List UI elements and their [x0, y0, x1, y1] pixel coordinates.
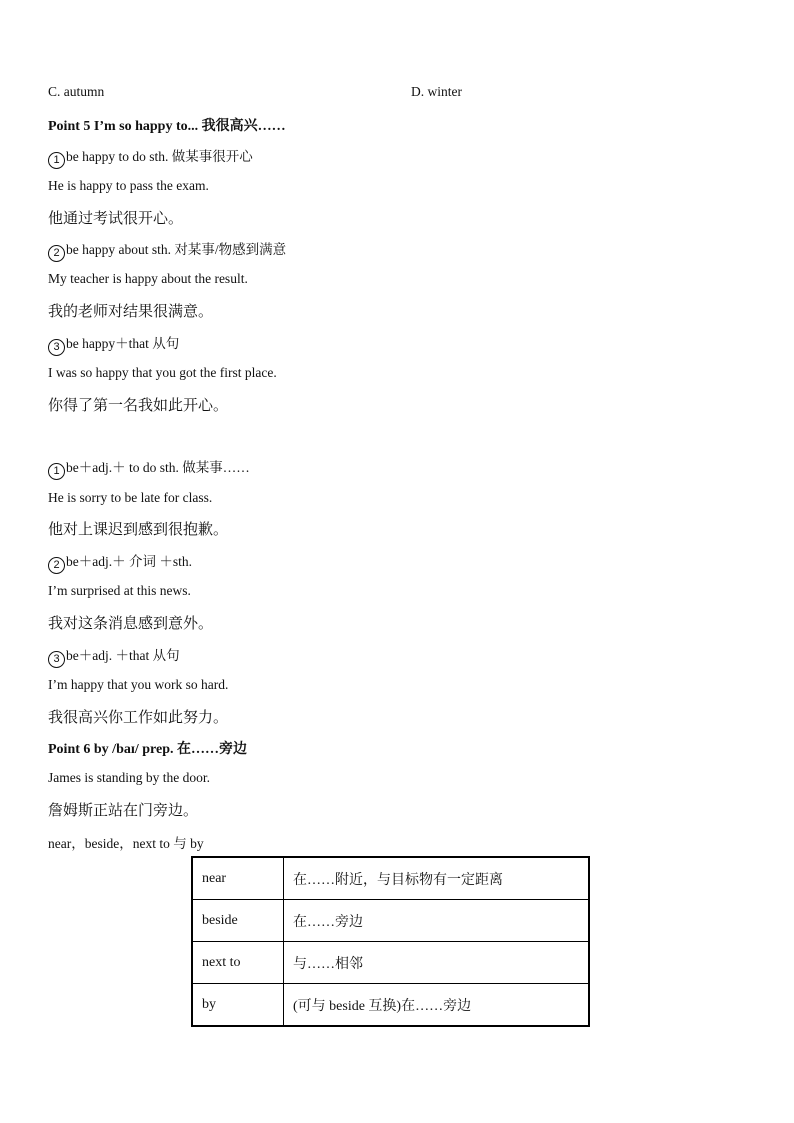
pattern-line — [48, 550, 192, 574]
example-cn: 你得了第一名我如此开心。 — [48, 398, 229, 414]
meaning-cell: 在……附近，与目标物有一定距离 — [284, 857, 590, 900]
circled-number: 1 — [48, 463, 65, 480]
table-row — [192, 942, 589, 984]
circled-number: 2 — [48, 245, 65, 262]
meaning-cell: (可与 beside 互换)在……旁边 — [284, 984, 590, 1027]
pattern-text: be＋adj.＋ to do sth. 做某事…… — [66, 460, 250, 475]
option-c: C. autumn — [48, 84, 105, 99]
pattern-line — [48, 332, 179, 356]
word-cell: by — [192, 984, 284, 1027]
table-row — [192, 900, 589, 942]
comparison-table — [191, 856, 590, 1027]
table-row — [192, 984, 589, 1027]
example-en: James is standing by the door. — [48, 770, 210, 785]
pattern-line — [48, 145, 253, 169]
example-en: I’m happy that you work so hard. — [48, 677, 229, 692]
meaning-cell: 与……相邻 — [284, 942, 590, 984]
circled-number: 3 — [48, 339, 65, 356]
example-cn: 我很高兴你工作如此努力。 — [48, 710, 229, 726]
pattern-line — [48, 644, 180, 668]
circled-number: 3 — [48, 651, 65, 668]
pattern-line — [48, 456, 250, 480]
circled-number: 2 — [48, 557, 65, 574]
meaning-cell: 在……旁边 — [284, 900, 590, 942]
example-en: He is happy to pass the exam. — [48, 178, 209, 193]
pattern-text: be happy＋that 从句 — [66, 336, 180, 351]
pattern-text: be happy about sth. 对某事/物感到满意 — [66, 242, 287, 257]
example-en: My teacher is happy about the result. — [48, 271, 248, 286]
word-cell: beside — [192, 900, 284, 942]
example-en: I’m surprised at this news. — [48, 583, 191, 598]
example-en: I was so happy that you got the first place. — [48, 365, 277, 380]
point5-heading: Point 5 I’m so happy to... 我很高兴…… — [48, 119, 286, 134]
compare-intro: near，beside，next to 与 by — [48, 836, 204, 851]
pattern-text: be＋adj.＋ 介词 ＋sth. — [66, 554, 192, 569]
example-cn: 他通过考试很开心。 — [48, 211, 184, 227]
pattern-text: be happy to do sth. 做某事很开心 — [66, 149, 253, 164]
example-en: He is sorry to be late for class. — [48, 490, 213, 505]
example-cn: 詹姆斯正站在门旁边。 — [48, 803, 199, 819]
pattern-line — [48, 238, 286, 262]
option-d: D. winter — [411, 84, 462, 99]
word-cell: next to — [192, 942, 284, 984]
pattern-text: be＋adj. ＋that 从句 — [66, 648, 180, 663]
example-cn: 我的老师对结果很满意。 — [48, 304, 214, 320]
circled-number: 1 — [48, 152, 65, 169]
table-row — [192, 857, 589, 900]
example-cn: 我对这条消息感到意外。 — [48, 616, 214, 632]
point6-heading: Point 6 by /baɪ/ prep. 在……旁边 — [48, 742, 248, 757]
word-cell: near — [192, 857, 284, 900]
example-cn: 他对上课迟到感到很抱歉。 — [48, 522, 229, 538]
